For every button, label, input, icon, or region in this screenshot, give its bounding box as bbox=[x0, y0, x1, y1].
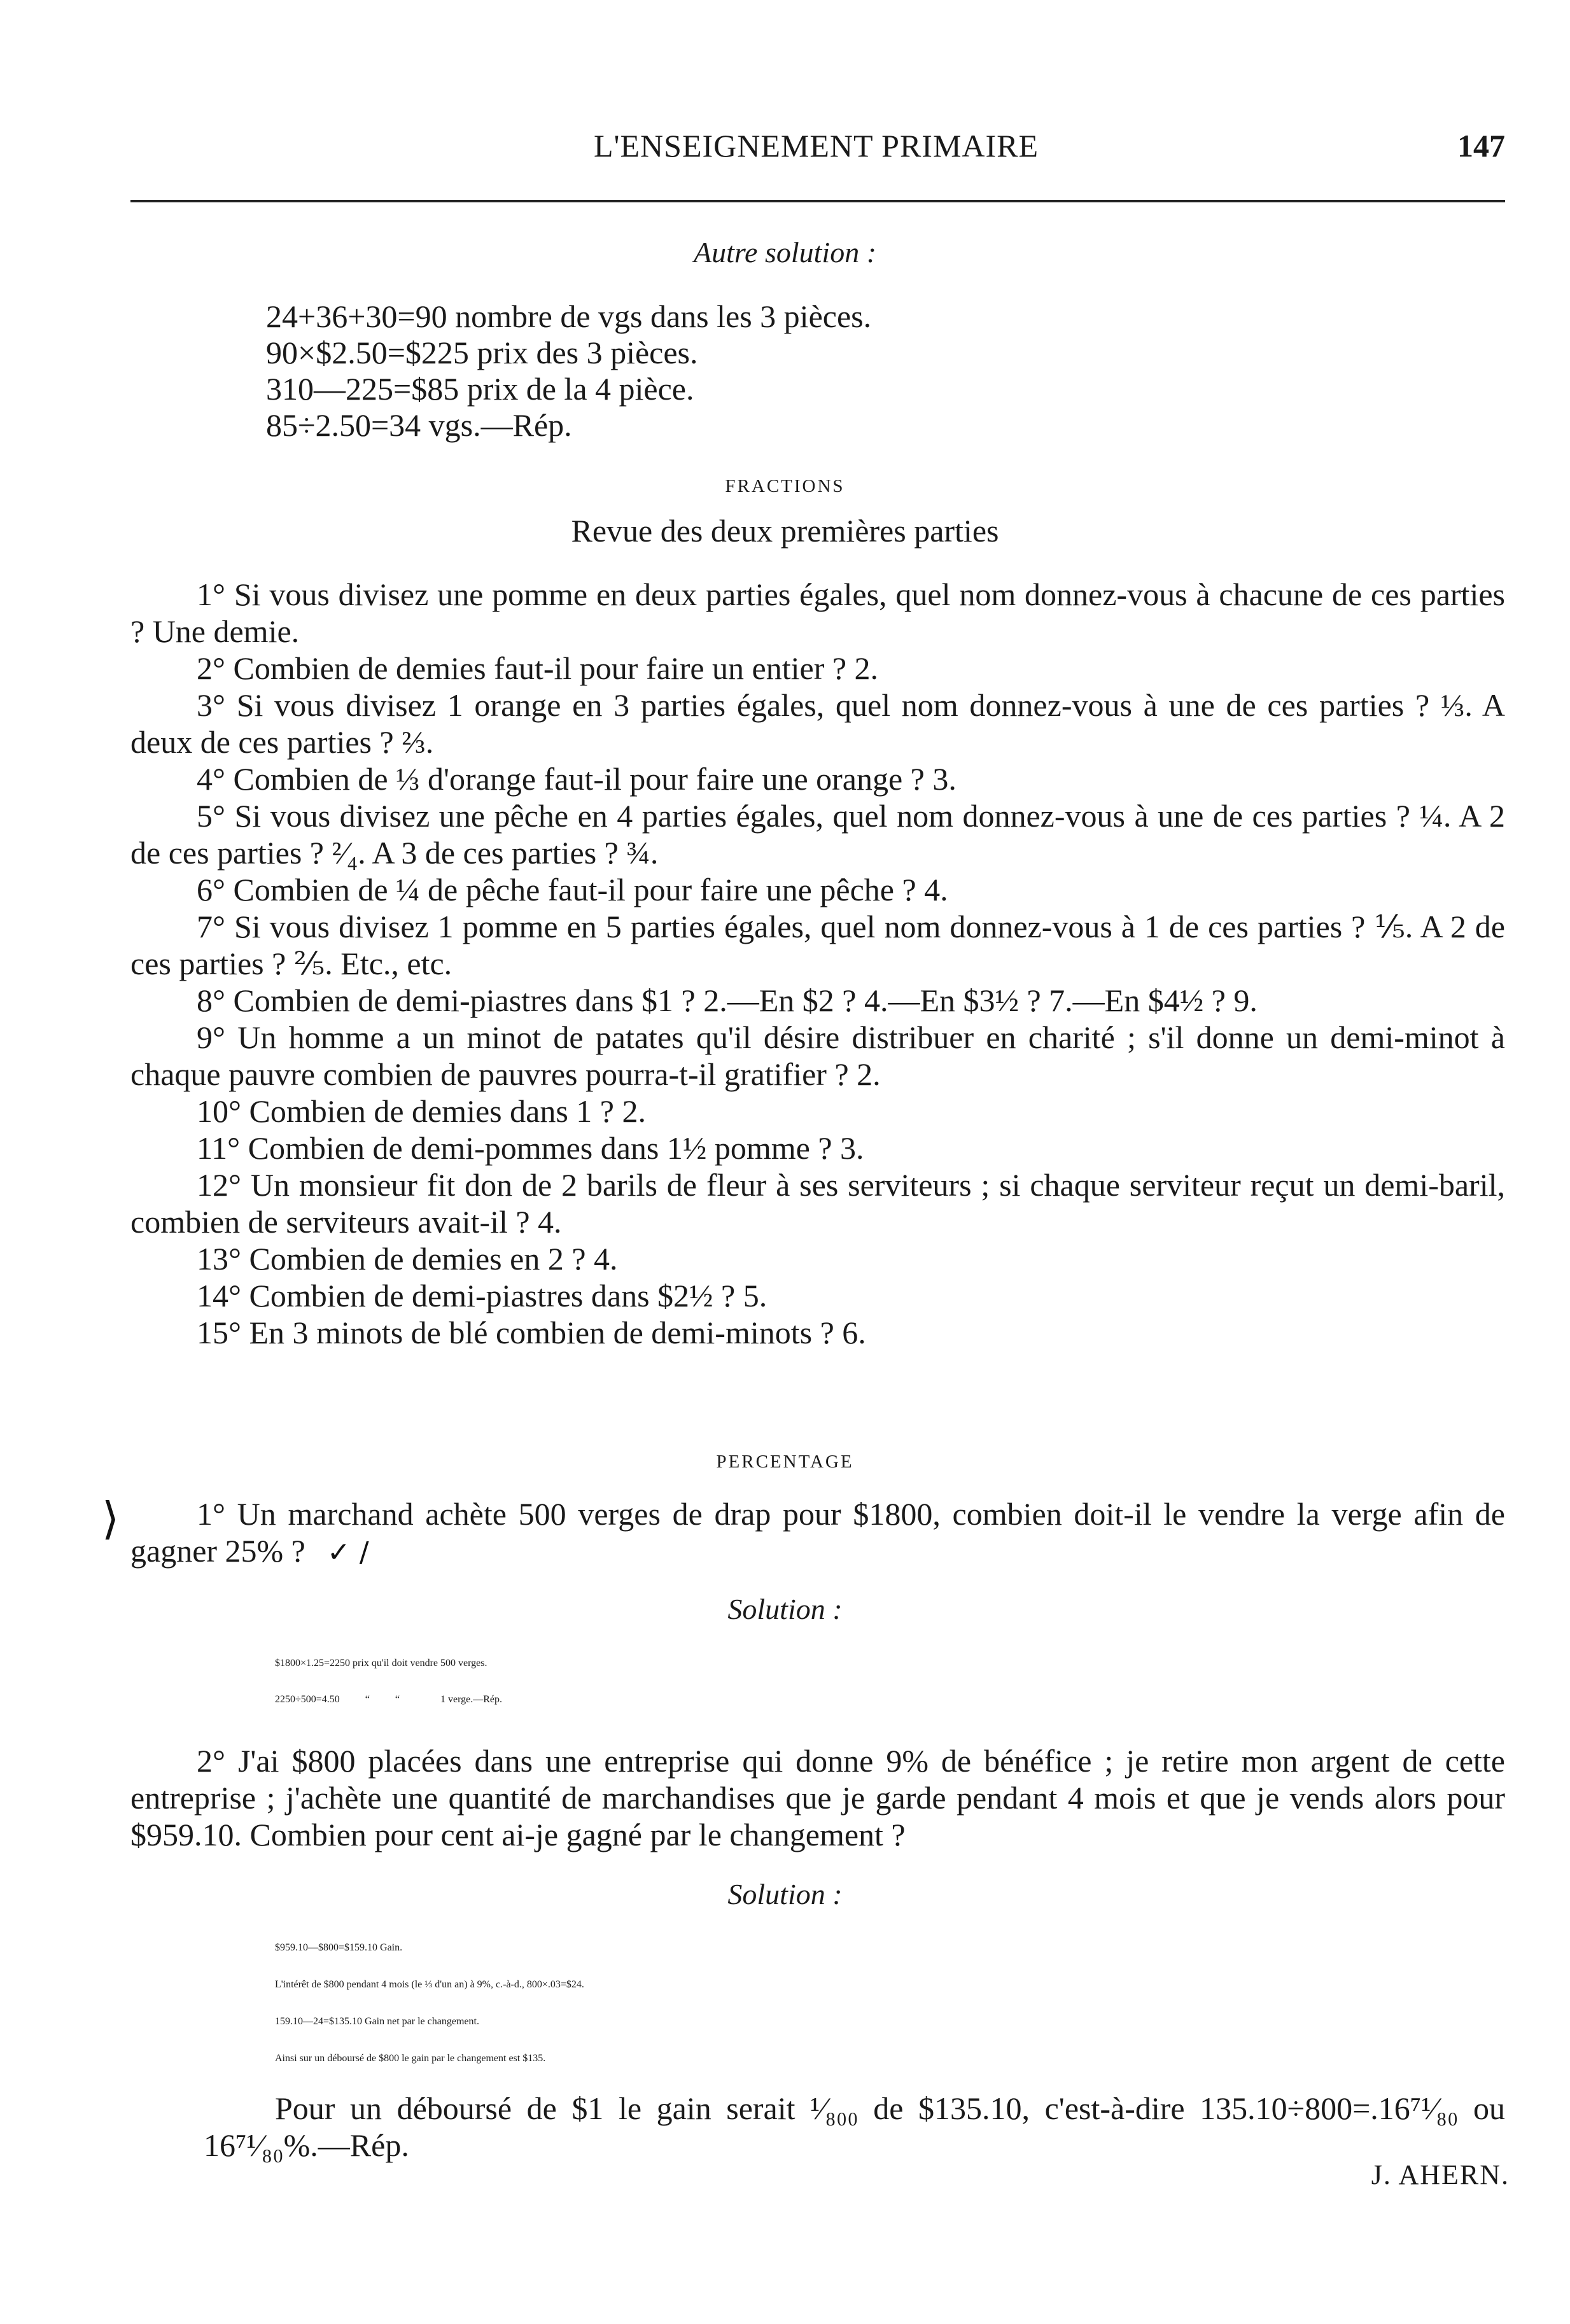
fraction-question: 1° Si vous divisez une pomme en deux parties égales, quel nom donnez-vous à chacune de ces parties ? Une demie. bbox=[130, 577, 1505, 649]
fractions-list bbox=[130, 576, 1505, 1351]
fraction-question: 15° En 3 minots de blé combien de demi-minots ? 6. bbox=[197, 1315, 866, 1350]
fractions-subheading: Revue des deux premières parties bbox=[571, 513, 999, 549]
fraction-question: 10° Combien de demies dans 1 ? 2. bbox=[197, 1093, 646, 1129]
autre-solution-line: 310—225=$85 prix de la 4 pièce. bbox=[266, 371, 694, 407]
author-signature: J. AHERN. bbox=[1371, 2159, 1510, 2190]
fraction-question: 12° Un monsieur fit don de 2 barils de fleur à ses serviteurs ; si chaque serviteur reçut un demi-baril, combien de serviteurs avait-il ? 4. bbox=[130, 1167, 1505, 1240]
solution-2-line: 159.10—24=$135.10 Gain net par le changement. bbox=[275, 2016, 479, 2027]
percentage-problem-2: 2° J'ai $800 placées dans une entreprise qui donne 9% de bénéfice ; je retire mon argent de cette entreprise ; j'achète une quantité de marchandises que je garde pendant 4 mois et que je vends alors pour $959.10. Combien pour cent ai-je gagné par le changement ? bbox=[130, 1743, 1505, 1852]
fractions-heading: FRACTIONS bbox=[725, 476, 845, 496]
autre-solution-line: 24+36+30=90 nombre de vgs dans les 3 pièces. bbox=[266, 298, 872, 334]
solution-1-line: $1800×1.25=2250 prix qu'il doit vendre 500 verges. bbox=[275, 1658, 487, 1669]
journal-title: L'ENSEIGNEMENT PRIMAIRE bbox=[593, 128, 1039, 164]
fraction-question: 6° Combien de ¼ de pêche faut-il pour faire une pêche ? 4. bbox=[197, 872, 948, 907]
autre-solution-line: 85÷2.50=34 vgs.—Rép. bbox=[266, 407, 572, 443]
solution-2-heading: Solution : bbox=[727, 1878, 843, 1910]
percentage-problem-1: 1° Un marchand achète 500 verges de drap pour $1800, combien doit-il le vendre la verge afin de gagner 25% ? ✓ / bbox=[130, 1496, 1505, 1569]
solution-1-heading: Solution : bbox=[727, 1593, 843, 1625]
header-rule bbox=[130, 200, 1505, 202]
solution-2-line: $959.10—$800=$159.10 Gain. bbox=[275, 1942, 403, 1953]
fraction-question: 3° Si vous divisez 1 orange en 3 parties égales, quel nom donnez-vous à une de ces parties ? ⅓. A deux de ces parties ? ⅔. bbox=[130, 687, 1505, 760]
solution-1-line: 2250÷500=4.50 “ “ 1 verge.—Rép. bbox=[275, 1694, 503, 1705]
page-number: 147 bbox=[1457, 128, 1505, 164]
autre-solution-heading: Autre solution : bbox=[693, 236, 877, 269]
fraction-question: 9° Un homme a un minot de patates qu'il désire distribuer en charité ; s'il donne un demi-minot à chaque pauvre combien de pauvres pourra-t-il gratifier ? 2. bbox=[130, 1019, 1505, 1092]
running-head bbox=[127, 127, 1505, 172]
percentage-heading: PERCENTAGE bbox=[716, 1452, 854, 1472]
fraction-question: 5° Si vous divisez une pêche en 4 parties égales, quel nom donnez-vous à une de ces parties ? ¼. A 2 de ces parties ? ²⁄₄. A 3 de ces parties ? ¾. bbox=[130, 798, 1505, 871]
solution-2-line: Ainsi sur un déboursé de $800 le gain par le changement est $135. bbox=[275, 2053, 546, 2064]
fraction-question: 13° Combien de demies en 2 ? 4. bbox=[197, 1241, 618, 1277]
fraction-question: 14° Combien de demi-piastres dans $2½ ? 5. bbox=[197, 1278, 767, 1313]
fraction-question: 4° Combien de ⅓ d'orange faut-il pour faire une orange ? 3. bbox=[197, 761, 957, 797]
fraction-question: 8° Combien de demi-piastres dans $1 ? 2.—En $2 ? 4.—En $3½ ? 7.—En $4½ ? 9. bbox=[197, 983, 1258, 1018]
fraction-question: 7° Si vous divisez 1 pomme en 5 parties égales, quel nom donnez-vous à 1 de ces parties ? ⅕. A 2 de ces parties ? ⅖. Etc., etc. bbox=[130, 909, 1505, 981]
solution-2-line: L'intérêt de $800 pendant 4 mois (le ⅓ d'un an) à 9%, c.-à-d., 800×.03=$24. bbox=[275, 1979, 584, 1990]
pencil-check-mark: ✓ / bbox=[318, 1536, 369, 1569]
pencil-bracket-mark: ⟩ bbox=[102, 1492, 120, 1544]
fraction-question: 11° Combien de demi-pommes dans 1½ pomme ? 3. bbox=[197, 1130, 864, 1166]
autre-solution-line: 90×$2.50=$225 prix des 3 pièces. bbox=[266, 335, 698, 370]
solution-2-conclusion: Pour un déboursé de $1 le gain serait ¹⁄₈₀₀ de $135.10, c'est-à-dire 135.10÷800=.16⁷¹⁄₈₀ ou 16⁷¹⁄₈₀%.—Rép. bbox=[204, 2090, 1505, 2163]
fraction-question: 2° Combien de demies faut-il pour faire un entier ? 2. bbox=[197, 650, 879, 686]
